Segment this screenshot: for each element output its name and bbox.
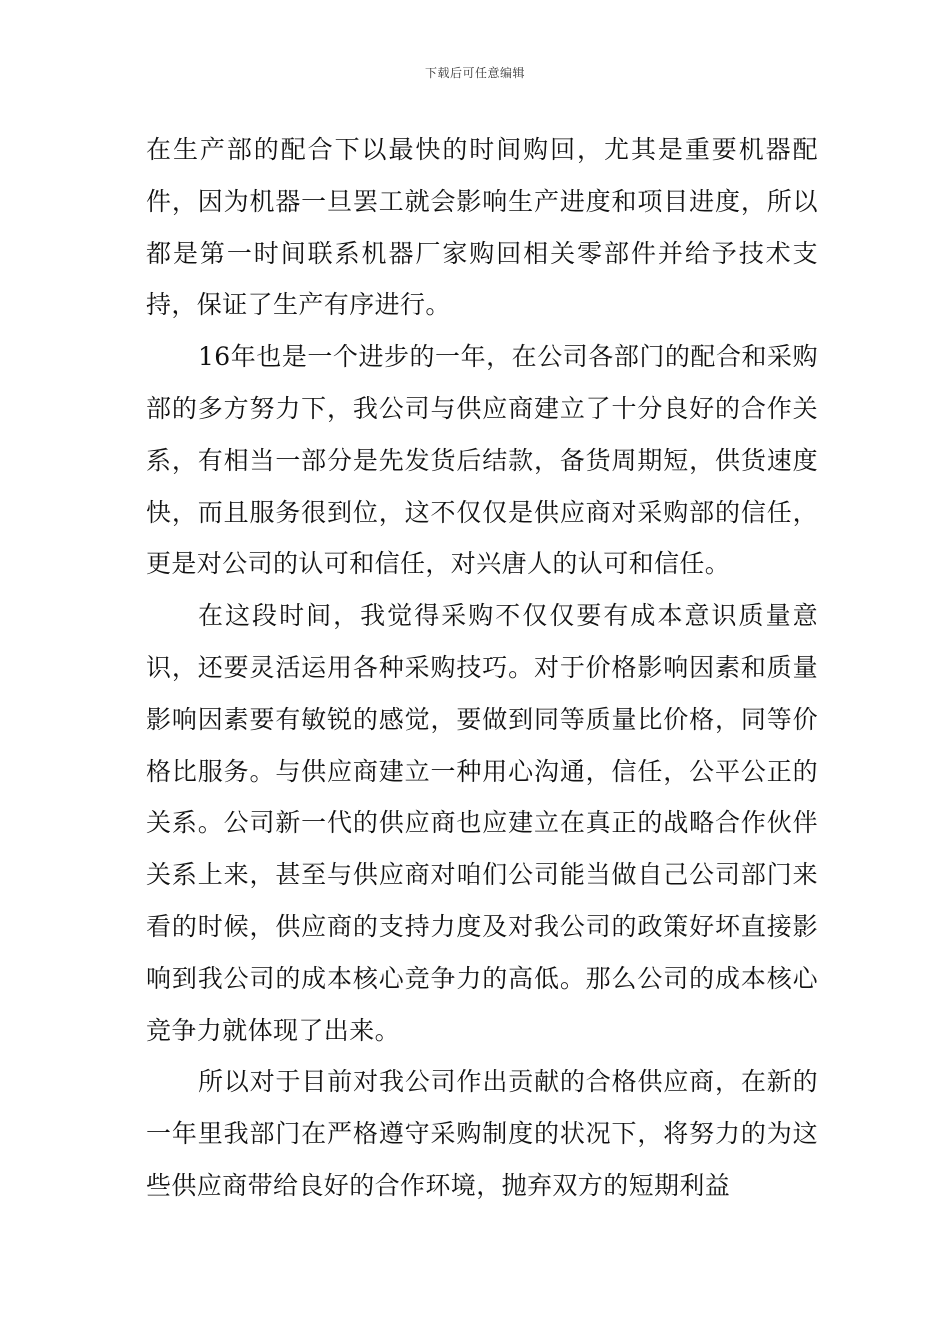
paragraph-3: 在这段时间，我觉得采购不仅仅要有成本意识质量意识，还要灵活运用各种采购技巧。对于价格影响因素和质量影响因素要有敏锐的感觉，要做到同等质量比价格，同等价格比服务。与供应商建立一种用心沟通，信任，公平公正的关系。公司新一代的供应商也应建立在真正的战略合作伙伴关系上来，甚至与供应商对咱们公司能当做自己公司部门来看的时候，供应商的支持力度及对我公司的政策好坏直接影响到我公司的成本核心竞争力的高低。那么公司的成本核心竞争力就体现了出来。: [146, 601, 818, 1045]
paragraph-2: 16年也是一个进步的一年，在公司各部门的配合和采购部的多方努力下，我公司与供应商建立了十分良好的合作关系，有相当一部分是先发货后结款，备货周期短，供货速度快，而且服务很到位，这不仅仅是供应商对采购部的信任，更是对公司的认可和信任，对兴唐人的认可和信任。: [146, 342, 818, 579]
header-note: 下载后可任意编辑: [424, 66, 525, 80]
paragraph-4: 所以对于目前对我公司作出贡献的合格供应商，在新的一年里我部门在严格遵守采购制度的状况下，将努力的为这些供应商带给良好的合作环境，抛弃双方的短期利益: [146, 1067, 818, 1200]
document-body: [146, 124, 818, 1212]
paragraph-1: 在生产部的配合下以最快的时间购回，尤其是重要机器配件，因为机器一旦罢工就会影响生产进度和项目进度，所以都是第一时间联系机器厂家购回相关零部件并给予技术支持，保证了生产有序进行。: [146, 135, 818, 320]
